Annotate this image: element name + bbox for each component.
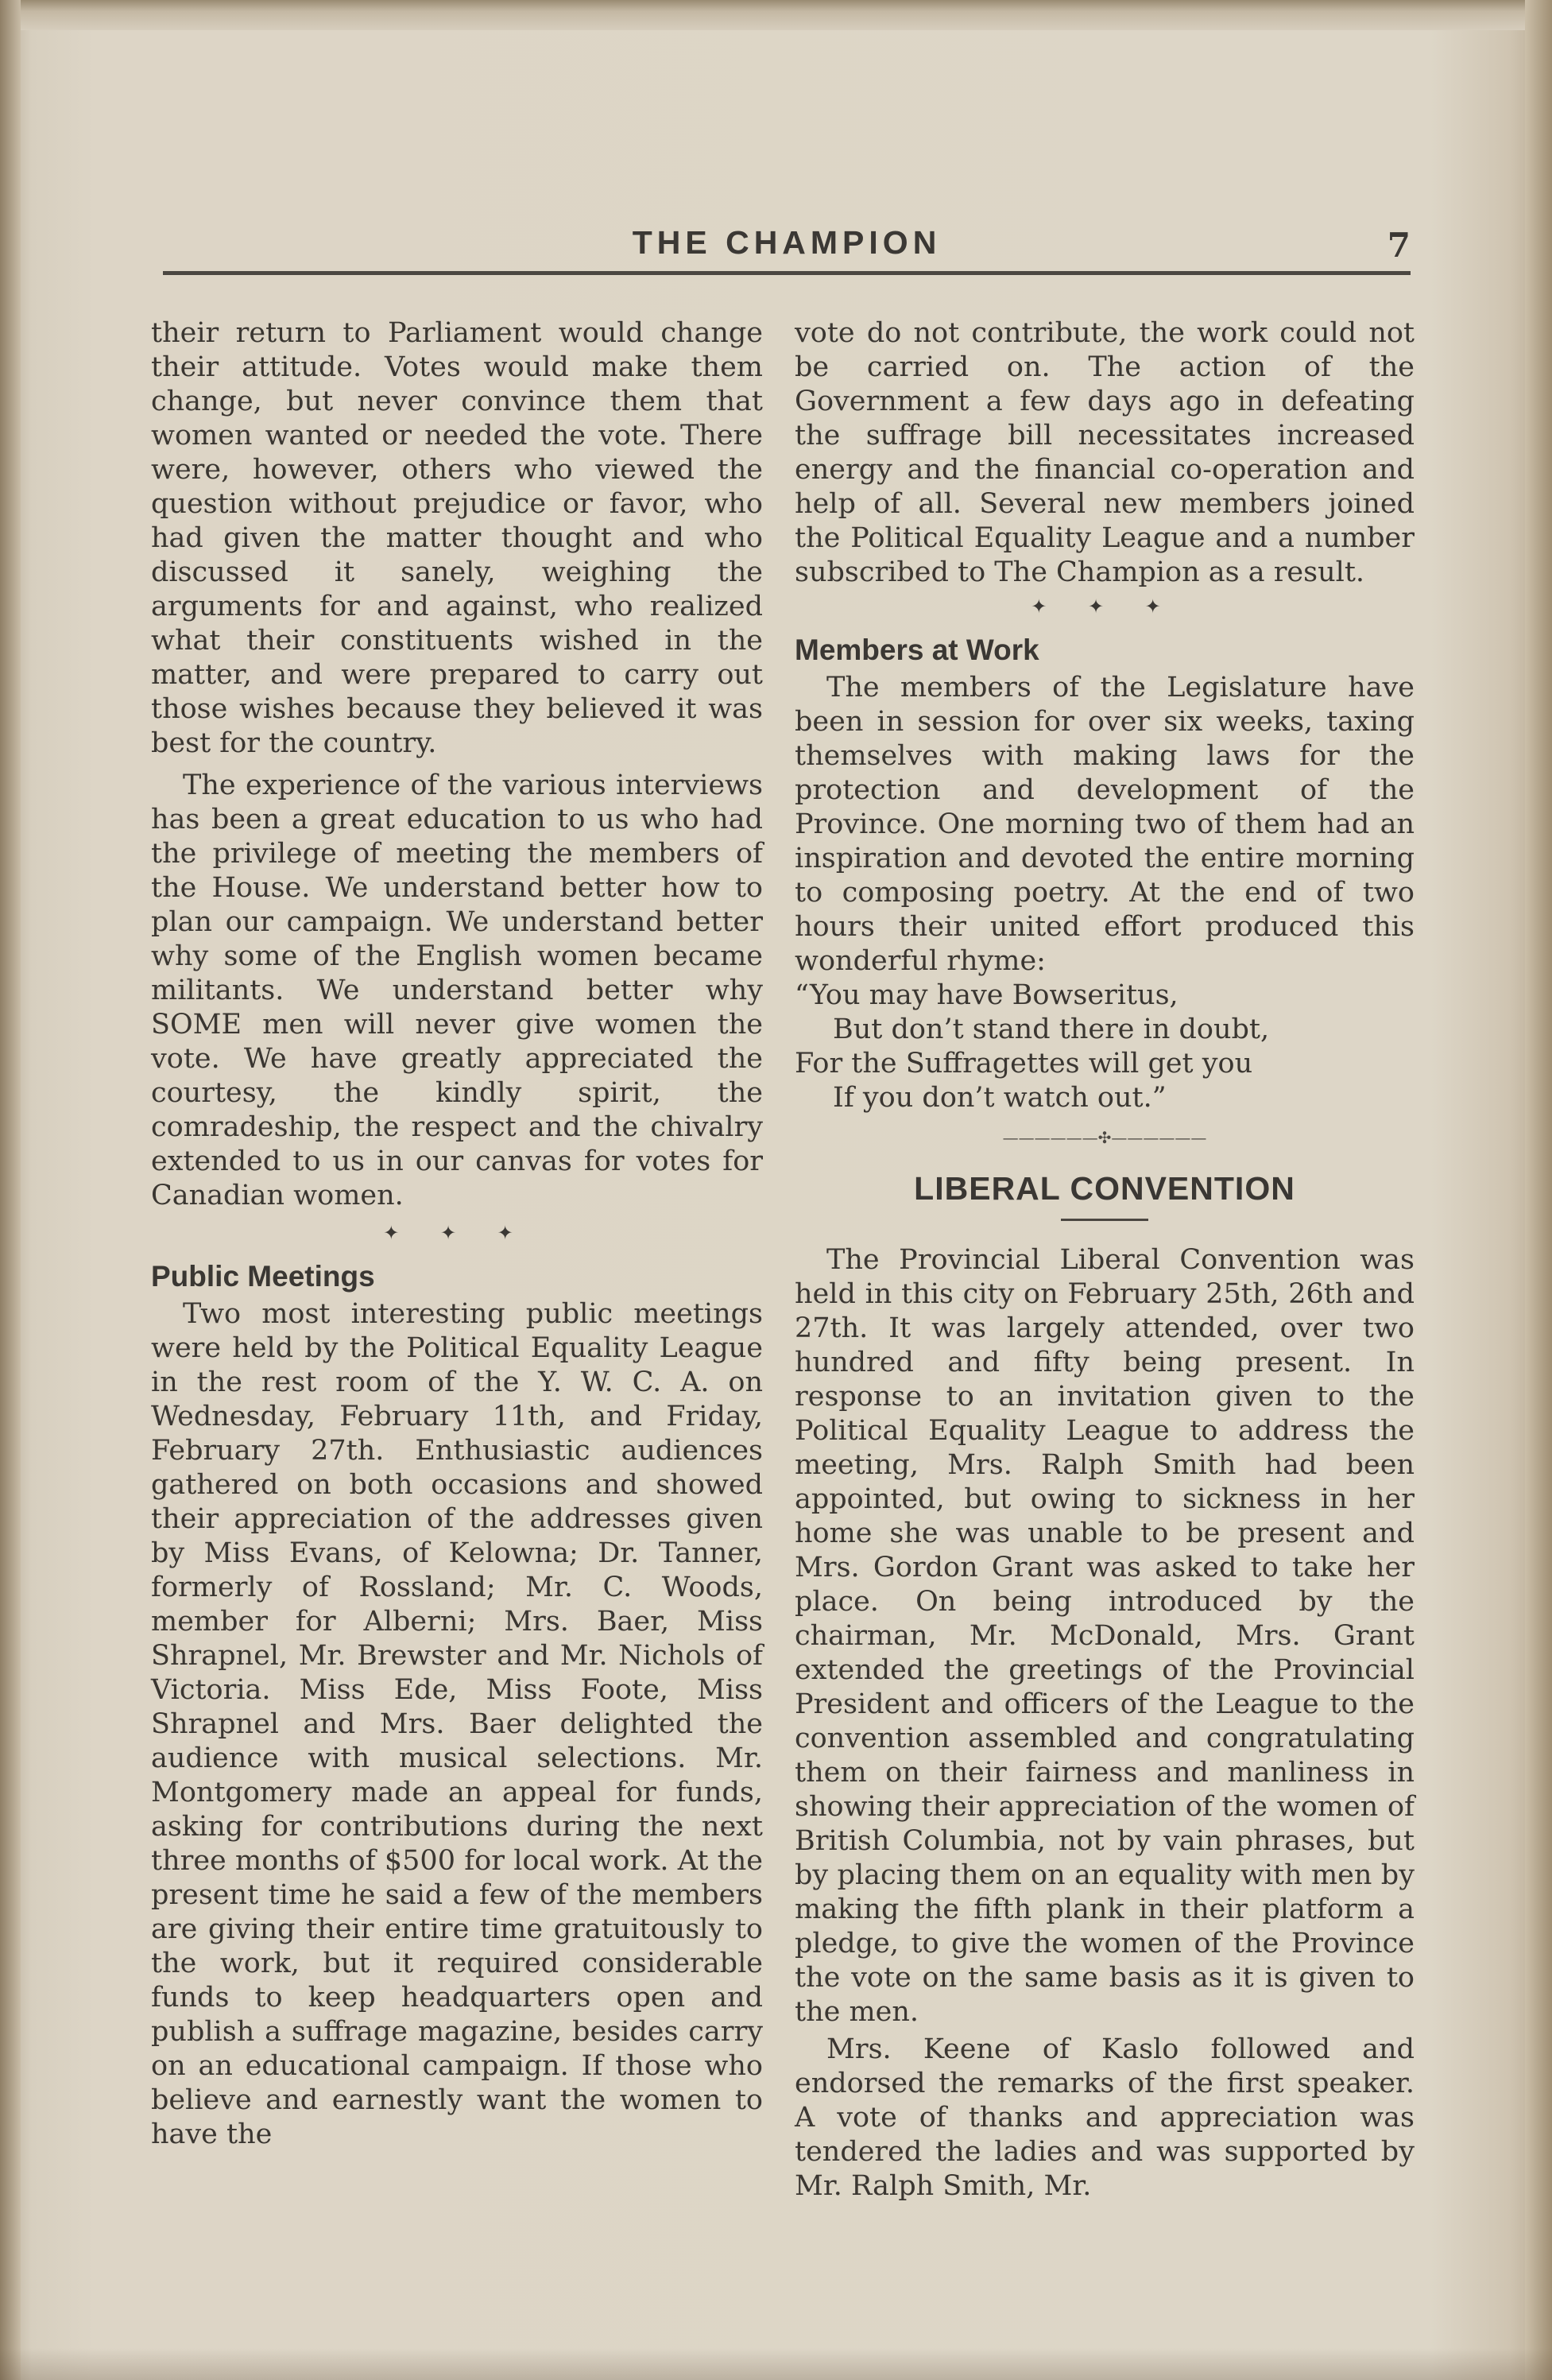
- title-underline: [1061, 1219, 1148, 1221]
- poem-line: For the Suffragettes will get you: [795, 1048, 1253, 1080]
- section-ornament: ✦ ✦ ✦: [1031, 595, 1179, 618]
- right-column: [795, 316, 1415, 2204]
- page-right-edge: [1525, 0, 1552, 2380]
- poem-line: But don’t stand there in doubt,: [833, 1014, 1270, 1045]
- paragraph-continuation-right: vote do not contribute, the work could not be carried on. The action of the Government a few days ago in defeating the suffrage bill necessitates increased energy and the financial co-operation and help of all. Several new members joined the Political Equality League and a number subscribed to The Champion as a result.: [795, 317, 1415, 588]
- header-rule: [163, 271, 1411, 275]
- page-number: 7: [1387, 226, 1411, 265]
- page-top-edge: [0, 0, 1552, 30]
- section-ornament: ✦ ✦ ✦: [383, 1222, 531, 1244]
- paragraph-convention-2: Mrs. Keene of Kaslo followed and endorsed the remarks of the first speaker. A vote of thanks and appreciation was tendered the ladies and was supported by Mr. Ralph Smith, Mr.: [795, 2033, 1415, 2202]
- title-liberal-convention: LIBERAL CONVENTION: [914, 1170, 1295, 1207]
- rhyme-poem: [795, 979, 1415, 1115]
- section-divider: ——————✣——————: [1002, 1128, 1207, 1147]
- poem-line: “You may have Bowseritus,: [795, 979, 1179, 1011]
- paragraph-public-meetings: Two most interesting public meetings were held by the Political Equality League in the rest room of the Y. W. C. A. on Wednesday, February 11th, and Friday, February 27th. Enthusiastic audiences gathered on both occasions and showed their appreciation of the addresses given by Miss Evans, of Kelowna; Dr. Tanner, formerly of Rossland; Mr. C. Woods, member for Alberni; Mrs. Baer, Miss Shrapnel, Mr. Brewster and Mr. Nichols of Victoria. Miss Ede, Miss Foote, Miss Shrapnel and Mrs. Baer delighted the audience with musical selections. Mr. Montgomery made an appeal for funds, asking for contributions during the next three months of $500 for local work. At the present time he said a few of the members are giving their entire time gratuitously to the work, but it required considerable funds to keep headquarters open and publish a suffrage magazine, besides carry on an educational campaign. If those who believe and earnestly want the women to have the: [151, 1298, 763, 2150]
- paragraph-members-at-work: The members of the Legislature have been in session for over six weeks, taxing themselves with making laws for the protection and development of the Province. One morning two of them had an inspiration and devoted the entire morning to composing poetry. At the end of two hours their united effort produced this wonderful rhyme:: [795, 672, 1415, 977]
- paragraph-convention: The Provincial Liberal Convention was held in this city on February 25th, 26th and 27th. It was largely attended, over two hundred and fifty being present. In response to an invitation given to the Political Equality League to address the meeting, Mrs. Ralph Smith had been appointed, but owing to sickness in her home she was unable to be present and Mrs. Gordon Grant was asked to take her place. On being introduced by the chairman, Mr. McDonald, Mrs. Grant extended the greetings of the Provincial President and officers of the League to the convention assembled and congratulating them on their fairness and manliness in showing their appreciation of the women of British Columbia, not by vain phrases, but by placing them on an equality with men by making the fifth plank in their platform a pledge, to give the women of the Province the vote on the same basis as it is given to the men.: [795, 1244, 1415, 2028]
- poem-line: If you don’t watch out.”: [833, 1082, 1167, 1114]
- heading-members-at-work: Members at Work: [795, 634, 1039, 666]
- page-bottom-shadow: [0, 2348, 1552, 2380]
- publication-title: THE CHAMPION: [632, 224, 942, 261]
- paragraph-continuation: their return to Parliament would change their attitude. Votes would make them change, but never convince them that women wanted or needed the vote. There were, however, others who viewed the question without prejudice or favor, who had given the matter thought and who discussed it sanely, weighing the arguments for and against, who realized what their constituents wished in the matter, and were prepared to carry out those wishes because they believed it was best for the country.: [151, 317, 763, 759]
- left-column: [151, 316, 763, 2152]
- binding-spine: [0, 0, 21, 2380]
- heading-public-meetings: Public Meetings: [151, 1260, 375, 1293]
- running-header: [163, 224, 1411, 272]
- paragraph-interviews: The experience of the various interviews has been a great education to us who had the privilege of meeting the members of the House. We understand better how to plan our campaign. We understand better why some of the English women became militants. We understand better why SOME men will never give women the vote. We have greatly appreciated the courtesy, the kindly spirit, the comradeship, the respect and the chivalry extended to us in our canvas for votes for Canadian women.: [151, 769, 763, 1211]
